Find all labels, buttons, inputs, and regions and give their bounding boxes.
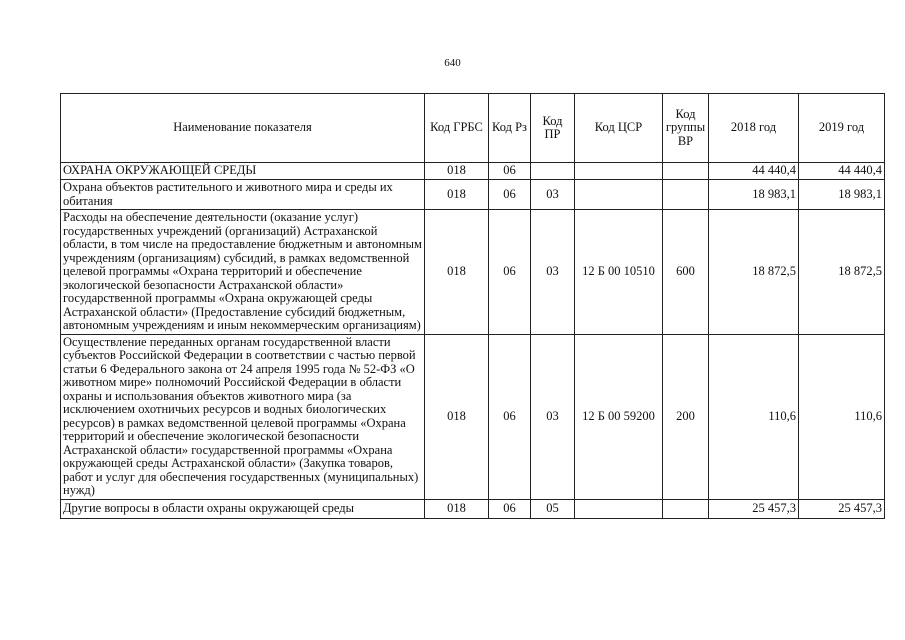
- row-pr: 03: [531, 210, 575, 335]
- table-row: [61, 180, 885, 210]
- row-csr: [575, 499, 663, 518]
- table-row: [61, 499, 885, 518]
- row-2018: 25 457,3: [709, 499, 799, 518]
- row-grbs: 018: [425, 180, 489, 210]
- row-2019: 18 983,1: [799, 180, 885, 210]
- row-csr: 12 Б 00 10510: [575, 210, 663, 335]
- row-vr: [663, 180, 709, 210]
- header-grbs: Код ГРБС: [425, 94, 489, 163]
- row-vr: 200: [663, 334, 709, 499]
- row-csr: [575, 180, 663, 210]
- row-grbs: 018: [425, 499, 489, 518]
- row-name: ОХРАНА ОКРУЖАЮЩЕЙ СРЕДЫ: [61, 163, 425, 180]
- row-grbs: 018: [425, 163, 489, 180]
- header-name: Наименование показателя: [61, 94, 425, 163]
- row-csr: 12 Б 00 59200: [575, 334, 663, 499]
- row-rz: 06: [489, 334, 531, 499]
- row-2018: 18 983,1: [709, 180, 799, 210]
- row-rz: 06: [489, 163, 531, 180]
- row-csr: [575, 163, 663, 180]
- row-name: Осуществление переданных органам государственной власти субъектов Российской Федерации в соответствии с частью первой статьи 6 Федерального закона от 24 апреля 1995 года № 52-ФЗ «О животном мире» полномочий Российской Федерации в области охраны и использования объектов животного мира (за исключением охотничьих ресурсов и водных биологических ресурсов) в рамках ведомственной целевой программы «Охрана территорий и обеспечение экологической безопасности Астраханской области» государственной программы «Охрана окружающей среды Астраханской области» (Закупка товаров, работ и услуг для обеспечения государственных (муниципальных) нужд): [61, 334, 425, 499]
- table-row: [61, 210, 885, 335]
- row-pr: 03: [531, 180, 575, 210]
- row-name: Расходы на обеспечение деятельности (оказание услуг) государственных учреждений (организаций) Астраханской области, в том числе на предоставление бюджетным и автономным учреждениям (организациям) субсидий, в рамках ведомственной целевой программы «Охрана территорий и обеспечение экологической безопасности Астраханской области» государственной программы «Охрана окружающей среды Астраханской области» (Предоставление субсидий бюджетным, автономным учреждениям и иным некоммерческим организациям): [61, 210, 425, 335]
- header-pr: Код ПР: [531, 94, 575, 163]
- row-2019: 18 872,5: [799, 210, 885, 335]
- row-pr: 03: [531, 334, 575, 499]
- row-vr: [663, 499, 709, 518]
- header-vr: Код группы ВР: [663, 94, 709, 163]
- row-grbs: 018: [425, 334, 489, 499]
- row-rz: 06: [489, 210, 531, 335]
- row-vr: 600: [663, 210, 709, 335]
- row-name: Другие вопросы в области охраны окружающей среды: [61, 499, 425, 518]
- row-pr: 05: [531, 499, 575, 518]
- row-name: Охрана объектов растительного и животного мира и среды их обитания: [61, 180, 425, 210]
- row-2018: 44 440,4: [709, 163, 799, 180]
- row-grbs: 018: [425, 210, 489, 335]
- table-row: [61, 163, 885, 180]
- row-pr: [531, 163, 575, 180]
- header-2018: 2018 год: [709, 94, 799, 163]
- header-rz: Код Рз: [489, 94, 531, 163]
- row-2019: 110,6: [799, 334, 885, 499]
- row-2018: 18 872,5: [709, 210, 799, 335]
- table-header-row: [61, 94, 885, 163]
- row-2019: 44 440,4: [799, 163, 885, 180]
- row-rz: 06: [489, 499, 531, 518]
- header-2019: 2019 год: [799, 94, 885, 163]
- row-vr: [663, 163, 709, 180]
- row-rz: 06: [489, 180, 531, 210]
- table-row: [61, 334, 885, 499]
- page-number: 640: [444, 57, 461, 69]
- budget-table: [60, 93, 885, 519]
- header-csr: Код ЦСР: [575, 94, 663, 163]
- row-2018: 110,6: [709, 334, 799, 499]
- row-2019: 25 457,3: [799, 499, 885, 518]
